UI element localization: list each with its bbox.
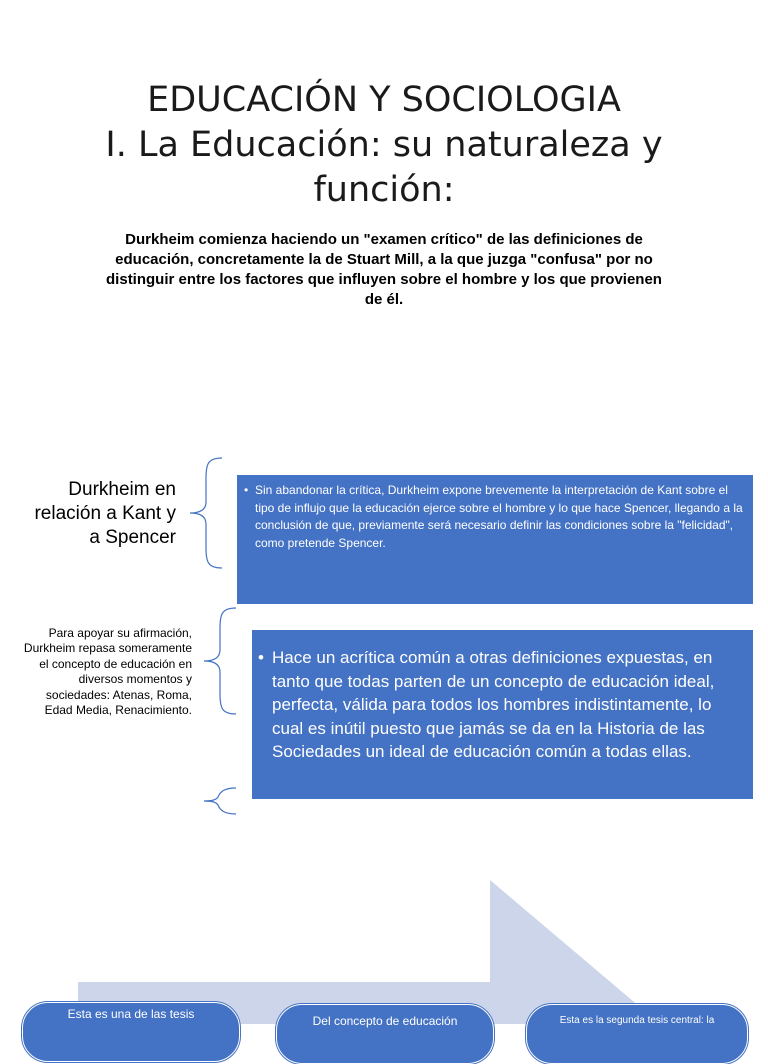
section2-bullet: • Hace un acrítica común a otras definiciones expuestas, en tanto que todas parten de un concepto de educación ideal, perfecta, válida para todos los hombres indistintamente, lo cual es inútil puesto que jamás se da en la Historia de las Sociedades un ideal de educación común a todas ellas. xyxy=(272,646,745,764)
process-step-2-text: Del concepto de educación xyxy=(312,1014,458,1028)
process-step-3-text: Esta es la segunda tesis central: la xyxy=(559,1015,715,1026)
section2-label: Para apoyar su afirmación, Durkheim repasa someramente el concepto de educación en diversos momentos y sociedades: Atenas, Roma, Edad Media, Renacimiento. xyxy=(23,626,192,718)
title-line-1: EDUCACIÓN Y SOCIOLOGIA xyxy=(147,80,621,120)
intro-paragraph: Durkheim comienza haciendo un "examen crítico" de las definiciones de educación, concretamente la de Stuart Mill, a la que juzga "confusa" por no distinguir entre los factores que influyen sobre el hombre y los que provienen de él. xyxy=(106,231,662,308)
section1-label: Durkheim en relación a Kant y a Spencer xyxy=(34,479,176,548)
section1-bullet: • Sin abandonar la crítica, Durkheim expone brevemente la interpretación de Kant sobre el tipo de influjo que la educación ejerce sobre el hombre y lo que hace Spencer, llegando a la conclusión de que, previamente será necesario definir las condiciones sobre la "felicidad", como pretende Spencer. xyxy=(255,482,745,552)
title-line-2: I. La Educación: su naturaleza y xyxy=(105,125,663,165)
process-step-1 xyxy=(22,1002,240,1062)
process-step-1-text: Esta es una de las tesis xyxy=(67,1007,195,1021)
process-step-3 xyxy=(526,1004,748,1064)
process-step-2 xyxy=(276,1004,494,1064)
title-line-3: función: xyxy=(313,170,455,210)
